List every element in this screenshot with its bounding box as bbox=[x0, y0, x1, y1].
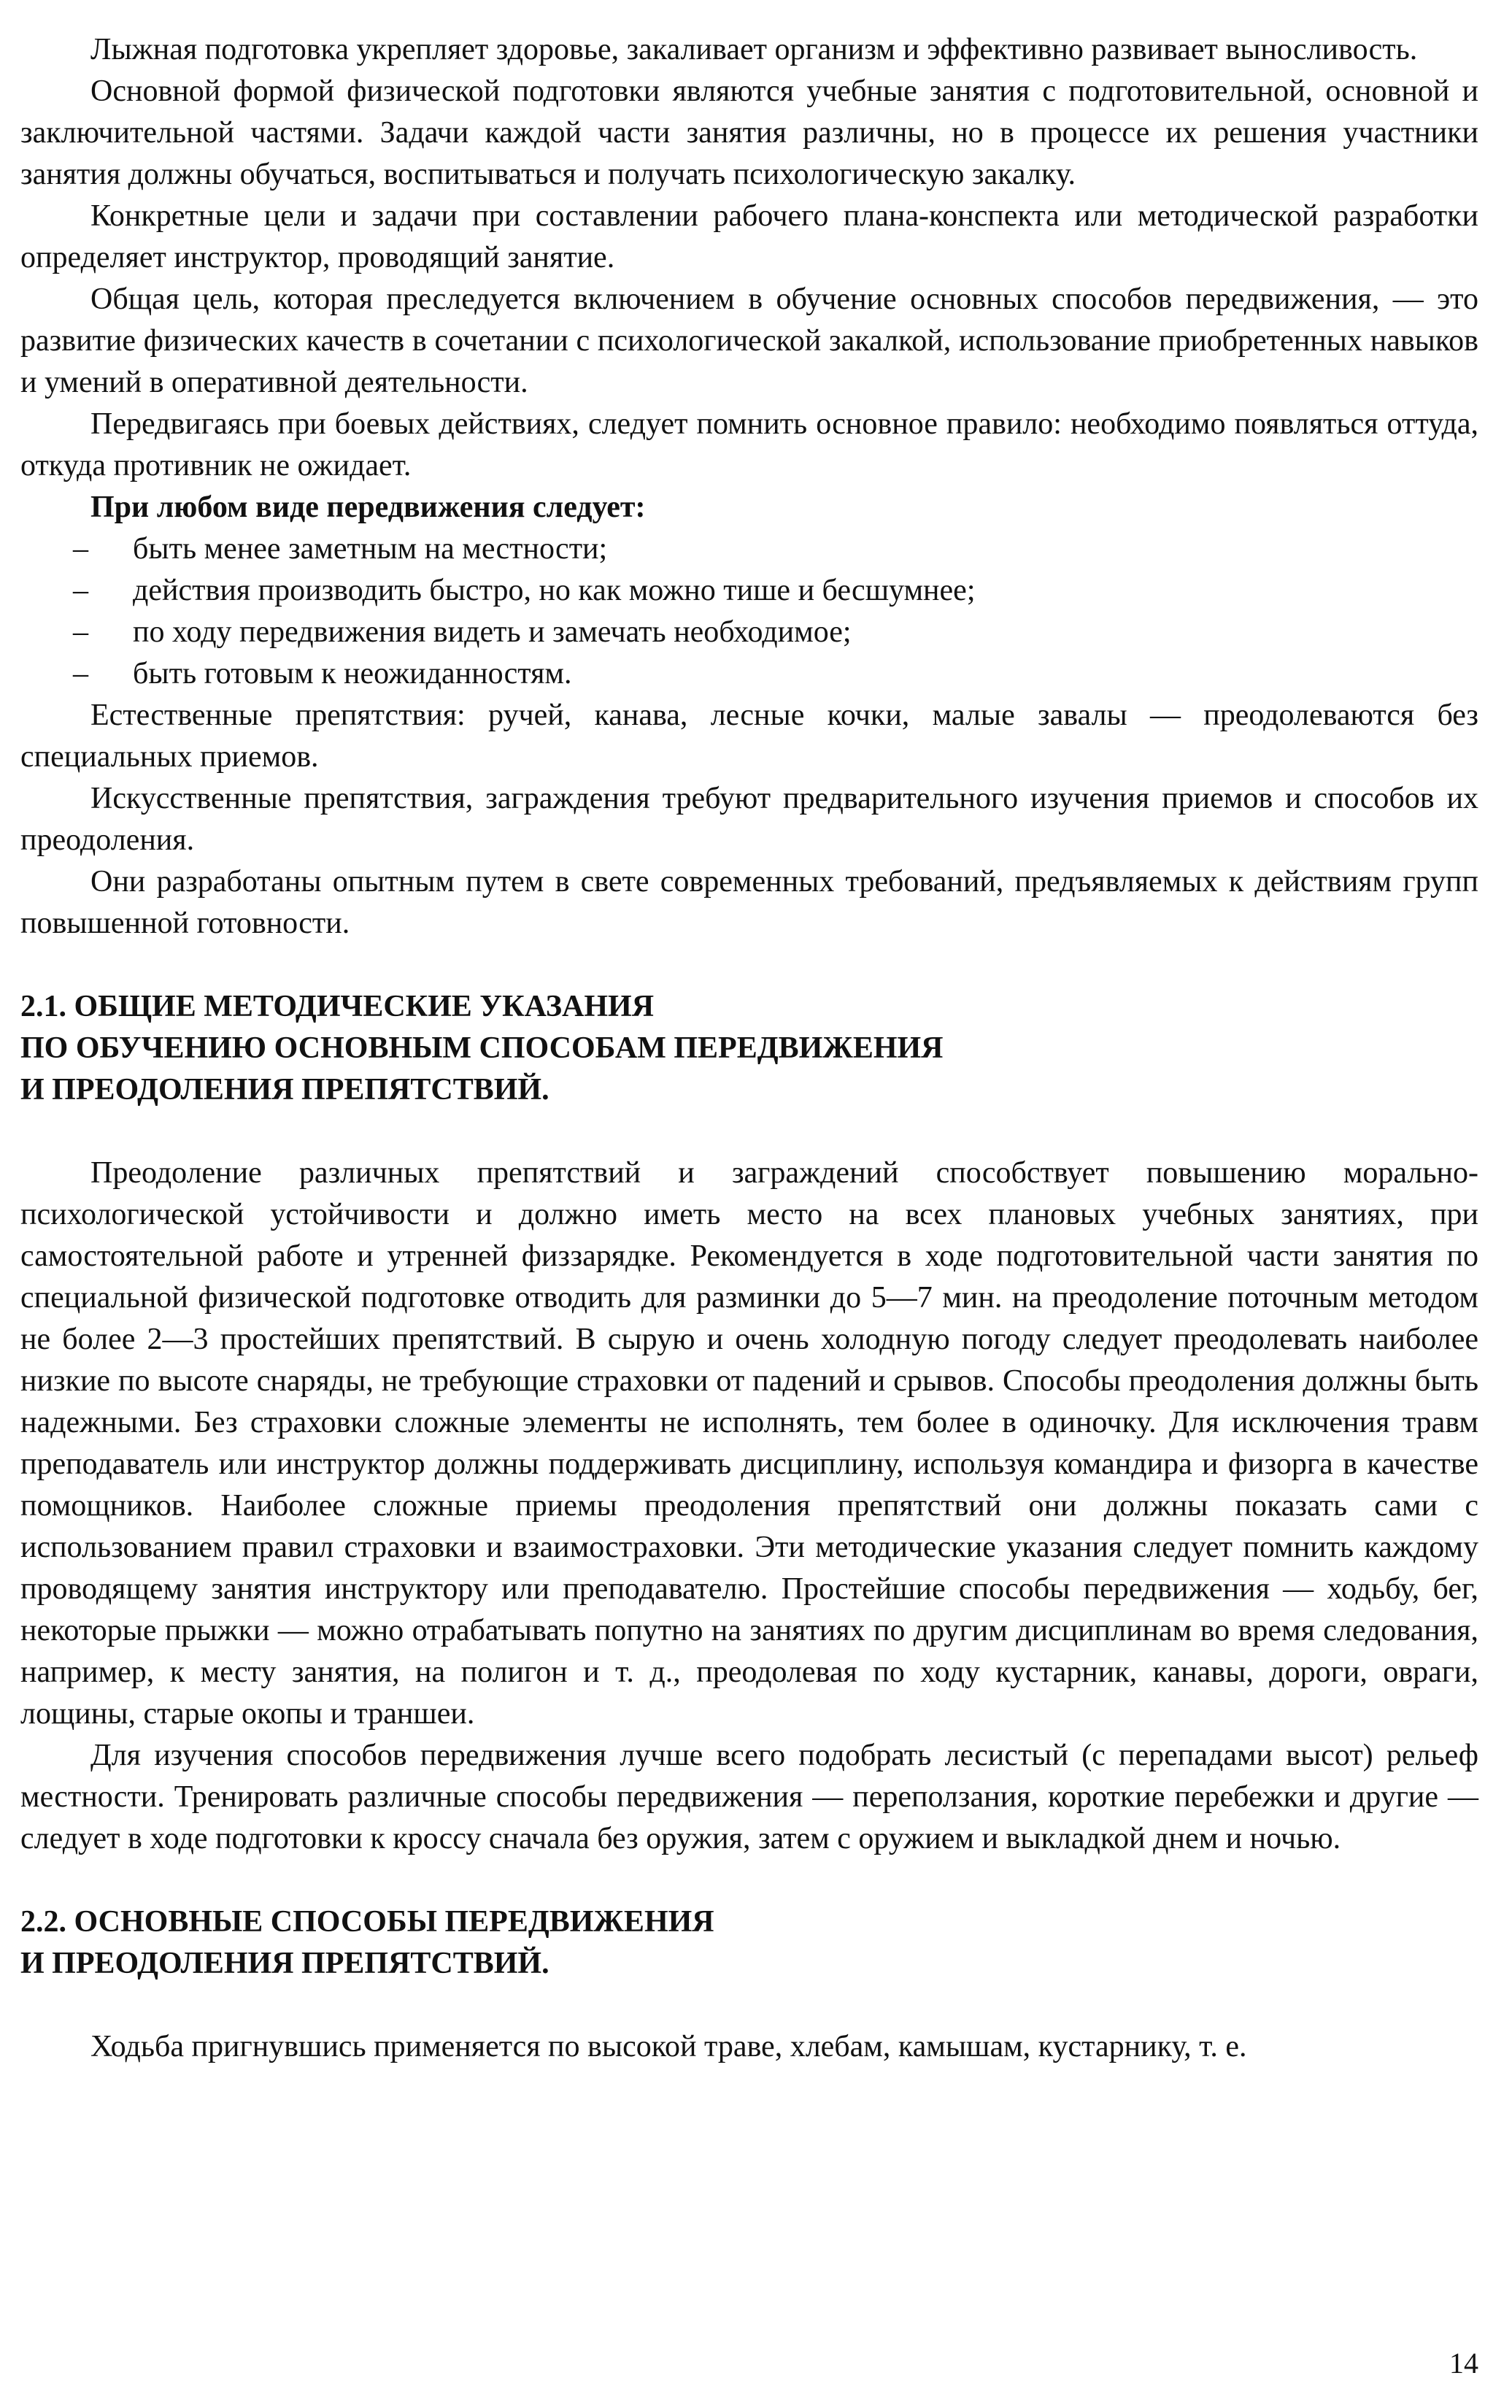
section-2-2-heading bbox=[20, 1901, 1478, 1985]
section-2-1-body bbox=[20, 1153, 1478, 1860]
section-2-1-heading bbox=[20, 986, 1478, 1111]
paragraph: Лыжная подготовка укрепляет здоровье, закаливает организм и эффективно развивает выносливость. bbox=[90, 33, 1418, 66]
paragraph: Передвигаясь при боевых действиях, следует помнить основное правило: необходимо появляться оттуда, откуда противник не ожидает. bbox=[20, 407, 1478, 482]
paragraph: Конкретные цели и задачи при составлении рабочего плана-конспекта или методической разработки определяет инструктор, проводящий занятие. bbox=[20, 199, 1478, 274]
paragraph: Общая цель, которая преследуется включением в обучение основных способов передвижения, — это развитие физических качеств в сочетании с психологической закалкой, использование приобретенных навыков и умений в оперативной деятельности. bbox=[20, 282, 1478, 399]
paragraph: Для изучения способов передвижения лучше всего подобрать лесистый (с перепадами высот) рельеф местности. Тренировать различные способы передвижения — переползания, короткие перебежки и другие — следует в ходе подготовки к кроссу сначала без оружия, затем с оружием и выкладкой днем и ночью. bbox=[20, 1739, 1478, 1855]
list-item-text: быть менее заметным на местности; bbox=[133, 532, 608, 566]
paragraph: Основной формой физической подготовки являются учебные занятия с подготовительной, основной и заключительной частями. Задачи каждой части занятия различны, но в процессе их решения участники занятия должны обучаться, воспитываться и получать психологическую закалку. bbox=[20, 74, 1478, 191]
paragraph: Искусственные препятствия, заграждения требуют предварительного изучения приемов и способов их преодоления. bbox=[20, 782, 1478, 857]
list-item bbox=[20, 612, 1478, 653]
section-heading-line: И ПРЕОДОЛЕНИЯ ПРЕПЯТСТВИЙ. bbox=[20, 1947, 549, 1980]
rules-heading: При любом виде передвижения следует: bbox=[90, 491, 646, 524]
list-item bbox=[20, 528, 1478, 570]
list-item bbox=[20, 570, 1478, 612]
section-heading-line: 2.1. ОБЩИЕ МЕТОДИЧЕСКИЕ УКАЗАНИЯ bbox=[20, 990, 655, 1023]
paragraph: Естественные препятствия: ручей, канава, лесные кочки, малые завалы — преодолеваются без специальных приемов. bbox=[20, 699, 1478, 774]
paragraph: Они разработаны опытным путем в свете современных требований, предъявляемых к действиям групп повышенной готовности. bbox=[20, 865, 1478, 940]
section-heading-line: 2.2. ОСНОВНЫЕ СПОСОБЫ ПЕРЕДВИЖЕНИЯ bbox=[20, 1905, 714, 1939]
dash-bullet: – bbox=[73, 532, 88, 566]
dash-bullet: – bbox=[73, 574, 88, 607]
paragraph: Преодоление различных препятствий и заграждений способствует повышению морально-психологической устойчивости и должно иметь место на всех плановых учебных занятиях, при самостоятельной работе и утренней физзарядке. Рекомендуется в ходе подготовительной части занятия по специальной физической подготовке отводить для разминки до 5—7 мин. на преодоление поточным методом не более 2—3 простейших препятствий. В сырую и очень холодную погоду следует преодолевать наиболее низкие по высоте снаряды, не требующие страховки от падений и срывов. Способы преодоления должны быть надежными. Без страховки сложные элементы не исполнять, тем более в одиночку. Для исключения травм преподаватель или инструктор должны поддерживать дисциплину, используя командира и физорга в качестве помощников. Наиболее сложные приемы преодоления препятствий они должны показать сами с использованием правил страховки и взаимостраховки. Эти методические указания следует помнить каждому проводящему занятия инструктору или преподавателю. Простейшие способы передвижения — ходьбу, бег, некоторые прыжки — можно отрабатывать попутно на занятиях по другим дисциплинам во время следования, например, к месту занятия, на полигон и т. д., преодолевая по ходу кустарник, канавы, дороги, овраги, лощины, старые окопы и траншеи. bbox=[20, 1156, 1478, 1731]
list-item-text: действия производить быстро, но как можно тише и бесшумнее; bbox=[133, 574, 976, 607]
section-heading-line: И ПРЕОДОЛЕНИЯ ПРЕПЯТСТВИЙ. bbox=[20, 1073, 549, 1107]
section-2-2-body bbox=[20, 2026, 1478, 2068]
list-item-text: по ходу передвижения видеть и замечать необходимое; bbox=[133, 615, 852, 649]
list-item-text: быть готовым к неожиданностям. bbox=[133, 657, 572, 691]
paragraph: Ходьба пригнувшись применяется по высокой траве, хлебам, камышам, кустарнику, т. е. bbox=[90, 2030, 1247, 2063]
dash-bullet: – bbox=[73, 615, 88, 649]
dash-bullet: – bbox=[73, 657, 88, 691]
section-heading-line: ПО ОБУЧЕНИЮ ОСНОВНЫМ СПОСОБАМ ПЕРЕДВИЖЕНИЯ bbox=[20, 1031, 944, 1065]
rules-list bbox=[20, 528, 1478, 695]
intro-section bbox=[20, 29, 1478, 945]
page-number: 14 bbox=[1449, 2347, 1478, 2380]
document-page bbox=[20, 29, 1478, 2068]
list-item bbox=[20, 653, 1478, 695]
